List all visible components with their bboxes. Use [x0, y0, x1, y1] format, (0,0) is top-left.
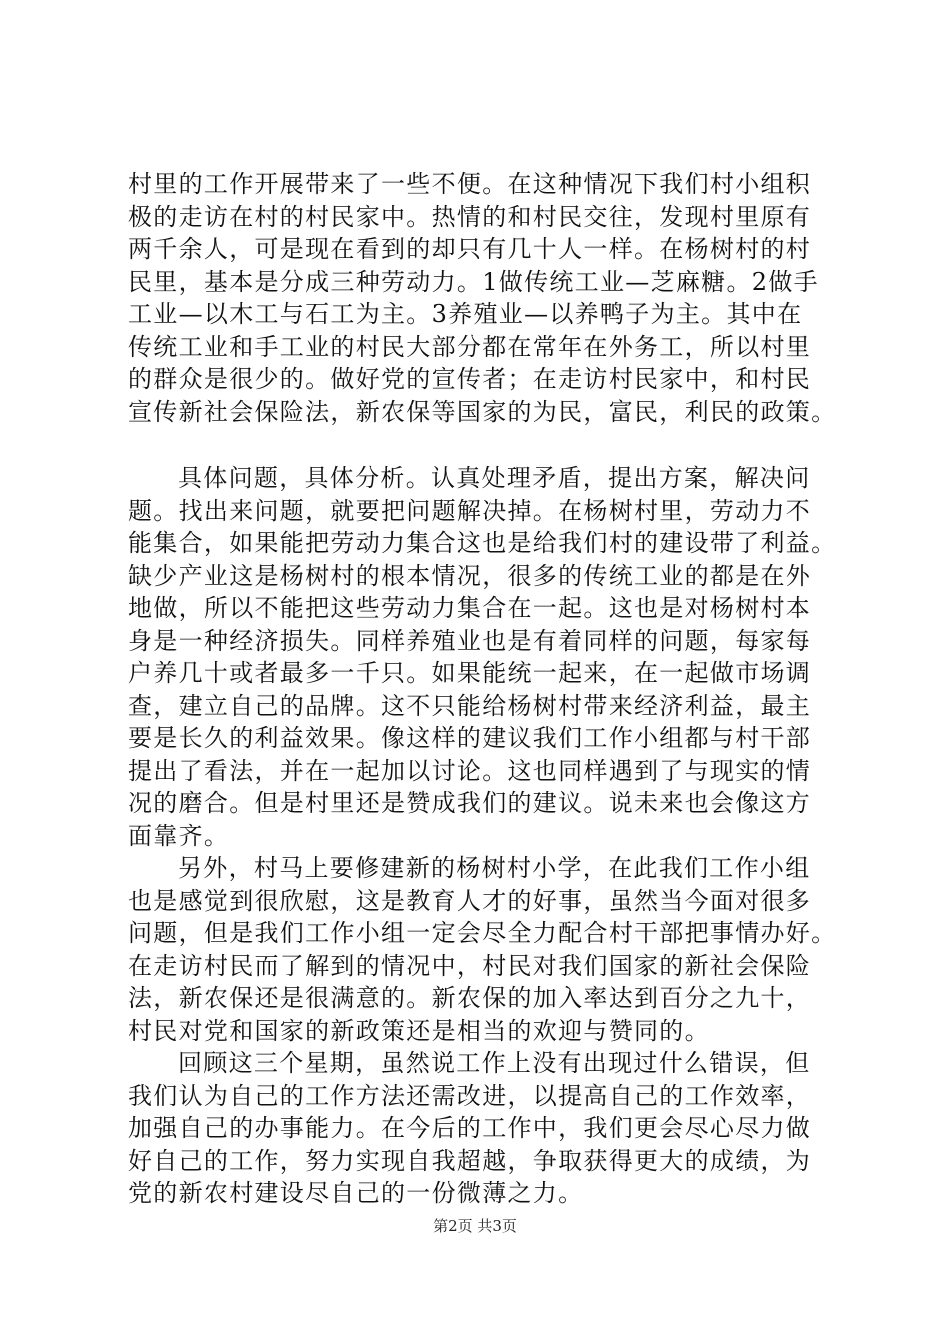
text-line: 回顾这三个星期，虽然说工作上没有出现过什么错误，但	[178, 1049, 811, 1077]
text-line: 另外，村马上要修建新的杨树村小学，在此我们工作小组	[178, 854, 811, 882]
text-line: 宣传新社会保险法，新农保等国家的为民，富民，利民的政策。	[128, 397, 837, 426]
paragraph-school	[128, 852, 837, 1047]
text-line: 村里的工作开展带来了一些不便。在这种情况下我们村小组积	[128, 170, 812, 198]
text-line: 能集合，如果能把劳动力集合这也是给我们村的建设带了利益。	[128, 529, 837, 557]
paragraph-continuation	[128, 168, 837, 428]
text-line: 况的磨合。但是村里还是赞成我们的建议。说未来也会像这方	[128, 789, 812, 817]
text-line: 户养几十或者最多一千只。如果能统一起来，在一起做市场调	[128, 659, 812, 687]
text-line: 党的新农村建设尽自己的一份微薄之力。	[128, 1179, 584, 1207]
paragraph-analysis	[128, 462, 837, 852]
text-line: 法，新农保还是很满意的。新农保的加入率达到百分之九十，	[128, 984, 812, 1012]
document-body	[128, 168, 837, 1210]
text-line: 提出了看法，并在一起加以讨论。这也同样遇到了与现实的情	[128, 756, 812, 785]
text-line: 民里，基本是分成三种劳动力。1做传统工业—芝麻糖。2做手	[128, 267, 819, 296]
text-line: 地做，所以不能把这些劳动力集合在一起。这也是对杨树村本	[128, 594, 812, 622]
text-line: 好自己的工作，努力实现自我超越，争取获得更大的成绩，为	[128, 1146, 812, 1175]
text-line: 我们认为自己的工作方法还需改进，以提高自己的工作效率，	[128, 1081, 812, 1110]
text-line: 题。找出来问题，就要把问题解决掉。在杨树村里，劳动力不	[128, 496, 812, 525]
text-line: 身是一种经济损失。同样养殖业也是有着同样的问题，每家每	[128, 626, 812, 655]
text-line: 查，建立自己的品牌。这不只能给杨树村带来经济利益，最主	[128, 691, 812, 720]
text-line: 在走访村民而了解到的情况中，村民对我们国家的新社会保险	[128, 951, 812, 980]
text-line: 传统工业和手工业的村民大部分都在常年在外务工，所以村里	[128, 332, 812, 361]
text-line: 具体问题，具体分析。认真处理矛盾，提出方案，解决问	[178, 464, 811, 492]
paragraph-review	[128, 1047, 834, 1210]
text-line: 村民对党和国家的新政策还是相当的欢迎与赞同的。	[128, 1016, 710, 1045]
text-line: 两千余人，可是现在看到的却只有几十人一样。在杨树村的村	[128, 235, 812, 263]
text-line: 面靠齐。	[128, 821, 230, 850]
text-line: 要是长久的利益效果。像这样的建议我们工作小组都与村干部	[128, 724, 812, 752]
text-line: 加强自己的办事能力。在今后的工作中，我们更会尽心尽力做	[128, 1114, 812, 1142]
text-line: 也是感觉到很欣慰，这是教育人才的好事，虽然当今面对很多	[128, 886, 812, 915]
text-line: 的群众是很少的。做好党的宣传者；在走访村民家中，和村民	[128, 365, 812, 393]
text-line: 极的走访在村的村民家中。热情的和村民交往，发现村里原有	[128, 202, 812, 231]
text-line: 缺少产业这是杨树村的根本情况，很多的传统工业的都是在外	[128, 561, 812, 590]
paragraph-gap	[128, 428, 834, 462]
text-line: 问题，但是我们工作小组一定会尽全力配合村干部把事情办好。	[128, 919, 837, 947]
text-line: 工业—以木工与石工为主。3养殖业—以养鸭子为主。其中在	[128, 300, 803, 328]
page-number-footer: 第2页 共3页	[433, 1217, 517, 1235]
